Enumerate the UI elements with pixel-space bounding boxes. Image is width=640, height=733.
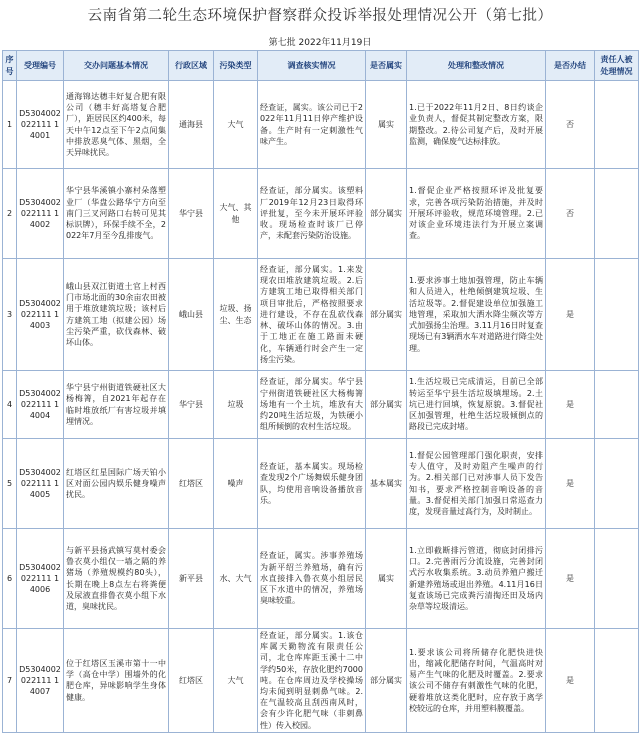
cell-pollution: 大气 (214, 81, 258, 169)
header-investigation: 调查核实情况 (258, 51, 366, 81)
table-row (3, 169, 639, 259)
cell-id: D5304002022111 14003 (17, 259, 64, 371)
cell-pollution: 垃圾、扬尘、生态 (214, 259, 258, 371)
cell-handling: 1.立即截断排污管道，彻底封闭排污口。2.完善雨污分流设施，完善封闭式污水收集系统。3.动员养殖户搬迁新建养殖场或退出养殖。4.11月16日复查该场已完成粪污清掏还田及场内杂草等垃圾清运。 (407, 529, 546, 629)
cell-id: D5304002022111 14002 (17, 169, 64, 259)
cell-handling: 1.督促公园管理部门强化职责，安排专人值守，及时劝阻产生噪声的行为。2.相关部门已对涉事人员下发告知书，要求严格控制音响设备的音量。3.督促相关部门加强日常巡查力度，发现音量过高行为，及时制止。 (407, 439, 546, 529)
cell-no: 2 (3, 169, 17, 259)
cell-no: 5 (3, 439, 17, 529)
cell-closed: 是 (546, 529, 595, 629)
header-true: 是否属实 (366, 51, 407, 81)
header-no: 序号 (3, 51, 17, 81)
cell-region: 华宁县 (169, 169, 214, 259)
cell-issue: 与新平县扬武镇写莫村委会鲁衣莫小组仅一墙之隔的养猪场（养殖规模约80头），长期在晚上8点左右将粪便及尿液直排鲁衣莫小组下水道，臭味扰民。 (64, 529, 169, 629)
cell-person (595, 259, 639, 371)
table-row (3, 629, 639, 733)
table-header-row (3, 51, 639, 81)
cell-pollution: 垃圾 (214, 371, 258, 439)
table-row (3, 81, 639, 169)
cell-closed: 是 (546, 371, 595, 439)
header-closed: 是否办结 (546, 51, 595, 81)
cell-region: 华宁县 (169, 371, 214, 439)
cell-issue: 华宁县宁州街道铁硬社区大杨梅箐，自2021年起存在临时堆放纸厂有害垃圾并填埋情况。 (64, 371, 169, 439)
complaints-table (2, 50, 639, 733)
cell-investigation: 经查证，部分属实。华宁县宁州街道铁硬社区大杨梅箐场地有一个土坑，堆放有大约20吨生活垃圾，为铁硬小组所倾倒的农村生活垃圾。 (258, 371, 366, 439)
table-row (3, 259, 639, 371)
cell-no: 4 (3, 371, 17, 439)
cell-handling: 1.生活垃圾已完成清运，目前已全部转运至华宁县生活垃圾填埋场。2.土坑已进行回填，恢复原貌。3.督促社区加强管理，杜绝生活垃圾倾倒点的路段已完成封堵。 (407, 371, 546, 439)
cell-region: 新平县 (169, 529, 214, 629)
cell-no: 1 (3, 81, 17, 169)
header-pollution: 污染类型 (214, 51, 258, 81)
cell-region: 红塔区 (169, 439, 214, 529)
header-handling: 处理和整改情况 (407, 51, 546, 81)
cell-true: 部分属实 (366, 169, 407, 259)
cell-investigation: 经查证，部分属实。该塑料厂2019年12月23日取得环评批复，至今未开展环评验收。现场检查时该厂已停产，未配套污染防治设施。 (258, 169, 366, 259)
table-row (3, 371, 639, 439)
cell-true: 属实 (366, 529, 407, 629)
cell-investigation: 经查证，基本属实。现场检查发现2个广场舞娱乐健身团队，均使用音响设备播放音乐。 (258, 439, 366, 529)
cell-true: 部分属实 (366, 371, 407, 439)
cell-region: 通海县 (169, 81, 214, 169)
header-issue: 交办问题基本情况 (64, 51, 169, 81)
cell-person (595, 81, 639, 169)
cell-person (595, 371, 639, 439)
cell-true: 部分属实 (366, 259, 407, 371)
cell-handling: 1.要求该公司将所储存化肥快进快出，缩减化肥储存时间，气温高时对易产生气味的化肥及时覆盖。2.要求该公司不储存有刺激性气味的化肥，硬着堆放这类化肥时，应存放于离学校较远的仓库，并用塑料膜覆盖。 (407, 629, 546, 733)
cell-closed: 是 (546, 629, 595, 733)
cell-true: 部分属实 (366, 629, 407, 733)
cell-closed: 否 (546, 81, 595, 169)
table-row (3, 439, 639, 529)
cell-issue: 华宁县华溪镇小寨村朵落塑业厂（华盘公路华宁方向至南门三叉河路口右转可见其标识牌），环保手续不全，2022年7月至今乱排废气。 (64, 169, 169, 259)
cell-closed: 是 (546, 259, 595, 371)
cell-closed: 否 (546, 169, 595, 259)
cell-issue: 红塔区红星国际广场天铂小区对面公园内娱乐健身噪声扰民。 (64, 439, 169, 529)
cell-handling: 1.督促企业严格按照环评及批复要求，完善各项污染防治措施，并及时开展环评验收，规范环境管理。2.已对该企业环境违法行为开展立案调查。 (407, 169, 546, 259)
page-title: 云南省第二轮生态环境保护督察群众投诉举报处理情况公开（第七批） (87, 8, 553, 24)
cell-pollution: 大气、其他 (214, 169, 258, 259)
cell-issue: 位于红塔区玉溪市第十一中学（高仓中学）围墙外的化肥仓库，异味影响学生身体健康。 (64, 629, 169, 733)
cell-pollution: 噪声 (214, 439, 258, 529)
cell-closed: 是 (546, 439, 595, 529)
cell-region: 峨山县 (169, 259, 214, 371)
header-region: 行政区域 (169, 51, 214, 81)
cell-handling: 1.要求涉事土地加强管理，防止车辆和人员进入，杜绝倾倒建筑垃圾、生活垃圾等。2.督促建设单位加强施工地管理，采取加大洒水降尘频次等方式加强扬尘治理。3.11月16日时复查现场已有3辆洒水车对道路进行降尘处理。 (407, 259, 546, 371)
cell-issue: 通海锦达穗丰好复合肥有限公司（穗丰好高塔复合肥厂），距居民区约400米，每天中午12点至下午2点间集中排放恶臭气体、黑烟，全天异味扰民。 (64, 81, 169, 169)
header-id: 受理编号 (17, 51, 64, 81)
cell-no: 3 (3, 259, 17, 371)
cell-handling: 1.已于2022年11月2日、8日约谈企业负责人，督促其制定整改方案，限期整改。2.待公司复产后，及时开展监测，确保废气达标排放。 (407, 81, 546, 169)
cell-person (595, 529, 639, 629)
cell-issue: 峨山县双江街道土官上村西门市场北面的30余亩农田被用于堆放建筑垃圾；该村后方建筑工地（拟建公园）场尘污染严重，砍伐森林、破坏山体。 (64, 259, 169, 371)
header-person: 责任人被处理情况 (595, 51, 639, 81)
cell-person (595, 169, 639, 259)
cell-region: 红塔区 (169, 629, 214, 733)
batch-date: 第七批 2022年11月19日 (268, 38, 372, 48)
cell-person (595, 439, 639, 529)
cell-investigation: 经查证，属实。涉事养殖场为新平绍兰养殖场，确有污水直接排入鲁衣莫小组居民区下水道中的情况，养殖场臭味较重。 (258, 529, 366, 629)
cell-id: D5304002022111 14006 (17, 529, 64, 629)
cell-no: 6 (3, 529, 17, 629)
cell-true: 属实 (366, 81, 407, 169)
cell-id: D5304002022111 14007 (17, 629, 64, 733)
cell-investigation: 经查证，属实。该公司已于2022年11月11日停产维护设备。生产时有一定刺激性气味产生。 (258, 81, 366, 169)
cell-pollution: 大气 (214, 629, 258, 733)
cell-pollution: 水、大气 (214, 529, 258, 629)
cell-investigation: 经查证，部分属实。1.该仓库属天勤物流有限责任公司，北仓库库距玉溪十二中学约50米，存放化肥约7000吨。在仓库周边及学校操场均未闻到明显刺鼻气味。2.在气温较高且刮西南风时，会有少许化肥气味（非刺鼻性）传入校园。 (258, 629, 366, 733)
cell-id: D5304002022111 14005 (17, 439, 64, 529)
cell-person (595, 629, 639, 733)
cell-id: D5304002022111 14004 (17, 371, 64, 439)
cell-id: D5304002022111 14001 (17, 81, 64, 169)
cell-investigation: 经查证，部分属实。1.来发现农田堆放建筑垃圾。2.后方建筑工地已取得相关部门项目审批后，严格按照要求进行建设，不存在乱砍伐森林、破坏山体的情况。3.由于工地正在施工路面未硬化，车辆通行时会产生一定扬尘污染。 (258, 259, 366, 371)
cell-no: 7 (3, 629, 17, 733)
cell-true: 基本属实 (366, 439, 407, 529)
table-row (3, 529, 639, 629)
